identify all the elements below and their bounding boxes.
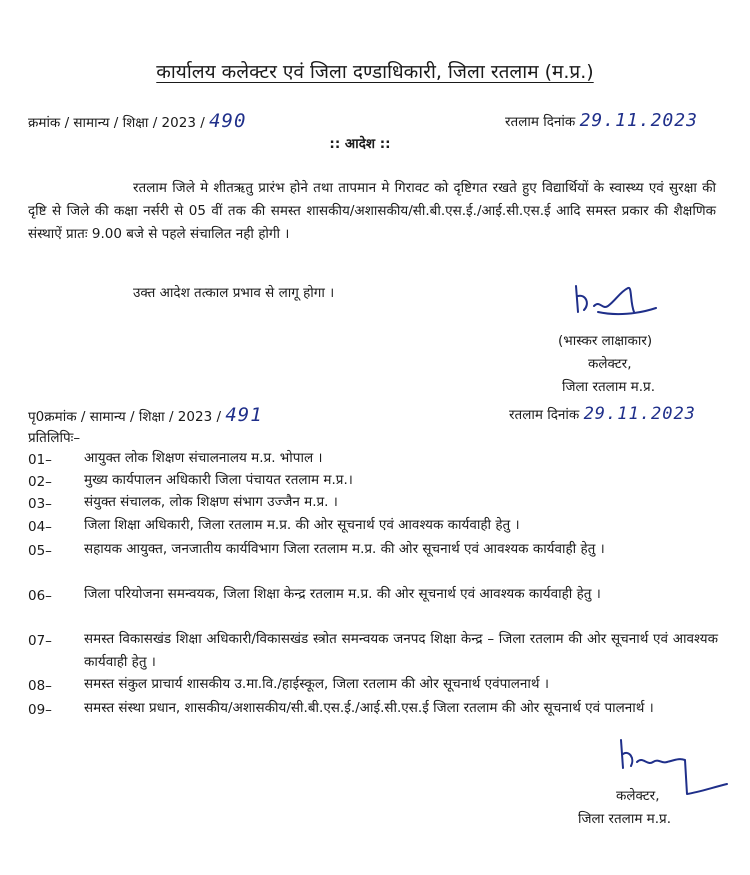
order-ref-number: 490: [209, 110, 247, 132]
order-heading: :: आदेश ::: [329, 136, 391, 152]
signatory-place: जिला रतलाम म.प्र.: [562, 379, 656, 395]
copy-date: 29.11.2023: [583, 404, 696, 424]
order-body: रतलाम जिले मे शीतऋतु प्रारंभ होने तथा तापमान मे गिरावट को दृष्टिगत रखते हुए विद्यार्थियों के स्वास्थ्य एवं सुरक्षा की दृष्टि से जिले की कक्षा नर्सरी से 05 वीं तक की समस्त शासकीय/अशासकीय/सी.बी.एस.ई./आई.सी.एस.ई आदि समस्त प्रकार की शैक्षणिक संस्थाऐं प्रातः 9.00 बजे से पहले संचालित नही होगी ।: [28, 180, 716, 242]
copy-item-number: 03–: [28, 496, 52, 512]
copy-label: प्रतिलिपिः–: [28, 430, 81, 446]
copy-item-text: जिला शिक्षा अधिकारी, जिला रतलाम म.प्र. की ओर सूचनार्थ एवं आवश्यक कार्यवाही हेतु ।: [84, 517, 520, 533]
copy-item-text: जिला परियोजना समन्वयक, जिला शिक्षा केन्द्र रतलाम म.प्र. की ओर सूचनार्थ एवं आवश्यक कार्यवाही हेतु ।: [84, 586, 601, 602]
collector-signature-1: [568, 282, 668, 337]
order-reference: [28, 110, 246, 132]
copy-item-number: 02–: [28, 474, 52, 490]
signatory-name: (भास्कर लाक्षाकार): [558, 333, 653, 349]
order-date-label: रतलाम दिनांक: [505, 114, 576, 130]
copy-item-number: 09–: [28, 702, 52, 718]
copy-signatory-title: कलेक्टर,: [616, 788, 660, 804]
copy-item-number: 01–: [28, 452, 52, 468]
copy-item-number: 04–: [28, 519, 52, 535]
copy-item-text: आयुक्त लोक शिक्षण संचालनालय म.प्र. भोपाल ।: [84, 450, 323, 466]
copy-ref-number: 491: [225, 404, 263, 426]
copy-item-text: सहायक आयुक्त, जनजातीय कार्यविभाग जिला रतलाम म.प्र. की ओर सूचनार्थ एवं आवश्यक कार्यवाही हेतु ।: [84, 541, 605, 557]
copy-item-text: समस्त विकासखंड शिक्षा अधिकारी/विकासखंड स्त्रोत समन्वयक जनपद शिक्षा केन्द्र – जिला रतलाम की ओर सूचनार्थ एवं आवश्यक कार्यवाही हेतु ।: [84, 631, 718, 670]
copy-ref-prefix: पृ0क्रमांक / सामान्य / शिक्षा / 2023 /: [28, 409, 222, 425]
copy-reference: [28, 404, 263, 426]
copy-date-line: [509, 404, 696, 424]
copy-date-label: रतलाम दिनांक: [509, 407, 580, 423]
copy-item-number: 05–: [28, 543, 52, 559]
copy-item-text: मुख्य कार्यपालन अधिकारी जिला पंचायत रतलाम म.प्र.।: [84, 472, 353, 488]
copy-signatory-place: जिला रतलाम म.प्र.: [578, 811, 672, 827]
office-title: कार्यालय कलेक्टर एवं जिला दण्डाधिकारी, जिला रतलाम (म.प्र.): [156, 61, 594, 83]
order-date-line: [505, 110, 698, 131]
copy-item-text: समस्त संस्था प्रधान, शासकीय/अशासकीय/सी.बी.एस.ई./आई.सी.एस.ई जिला रतलाम की ओर सूचनार्थ एवं पालनार्थ ।: [84, 700, 654, 716]
copy-item-text: संयुक्त संचालक, लोक शिक्षण संभाग उज्जैन म.प्र. ।: [84, 494, 338, 510]
signatory-title: कलेक्टर,: [588, 356, 632, 372]
order-date: 29.11.2023: [579, 110, 698, 131]
copy-item-text: समस्त संकुल प्राचार्य शासकीय उ.मा.वि./हाईस्कूल, जिला रतलाम की ओर सूचनार्थ एवंपालनार्थ ।: [84, 676, 549, 692]
order-effect: उक्त आदेश तत्काल प्रभाव से लागू होगा ।: [133, 285, 335, 301]
copy-item-number: 07–: [28, 633, 52, 649]
order-ref-prefix: क्रमांक / सामान्य / शिक्षा / 2023 /: [28, 115, 205, 131]
copy-item-number: 06–: [28, 588, 52, 604]
copy-item-number: 08–: [28, 678, 52, 694]
